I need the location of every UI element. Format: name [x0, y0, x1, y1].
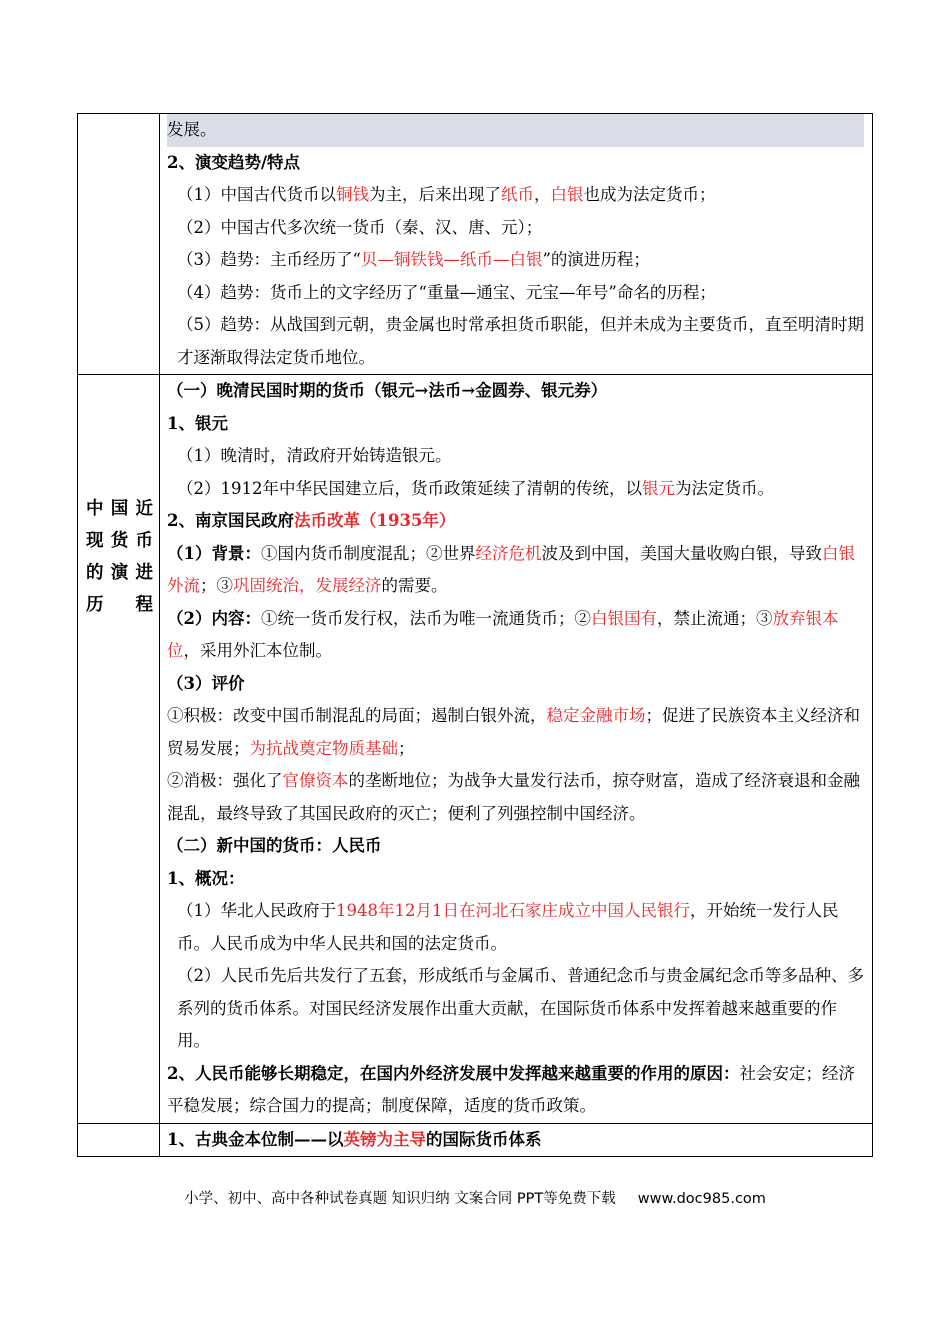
text-segment: （2）内容： — [167, 608, 261, 628]
text-segment: 为抗战奠定物质基础 — [249, 738, 398, 758]
text-line — [167, 765, 864, 830]
text-segment: 白银国有 — [590, 608, 657, 628]
text-segment: 白银外流 — [167, 543, 855, 595]
text-segment: ①积极：改变中国币制混乱的局面；遏制白银外流， — [167, 706, 547, 725]
text-segment: ①统一货币发行权，法币为唯一流通货币；② — [260, 608, 591, 628]
text-line — [167, 244, 864, 277]
text-line — [167, 700, 864, 765]
text-segment: 1、概况： — [167, 868, 245, 888]
footer-text: 小学、初中、高中各种试卷真题 知识归纳 文案合同 PPT等免费下载 — [184, 1191, 616, 1207]
text-segment: 2、演变趋势/特点 — [167, 152, 301, 172]
text-line — [167, 212, 864, 245]
text-segment: 1、银元 — [167, 413, 228, 433]
row3-body — [167, 1124, 864, 1157]
text-segment: （一）晚清民国时期的货币（银元→法币→金圆券、银元券） — [167, 381, 608, 400]
table-row — [78, 114, 873, 375]
text-line — [167, 309, 864, 374]
text-line — [167, 960, 864, 1058]
table-row — [78, 1123, 873, 1157]
text-line — [167, 538, 864, 603]
text-segment: 波及到中国，美国大量收购白银，导致 — [541, 543, 822, 563]
text-segment: （1）晚清时，清政府开始铸造银元。 — [177, 446, 452, 465]
text-segment: 也成为法定货币； — [583, 185, 716, 204]
row-content-cell — [160, 375, 873, 1124]
text-line — [167, 408, 864, 441]
text-segment: 贝—铜铁钱—纸币—白银 — [360, 250, 543, 269]
text-segment: （2）1912年中华民国建立后，货币政策延续了清朝的传统，以 — [177, 478, 642, 498]
text-line — [167, 895, 864, 960]
table-row — [78, 375, 873, 1124]
text-segment: ”的演进历程； — [542, 250, 650, 269]
text-line — [167, 505, 864, 538]
text-line — [167, 114, 864, 147]
text-segment: （二）新中国的货币：人民币 — [167, 836, 382, 855]
text-line — [167, 1058, 864, 1123]
text-line — [167, 147, 864, 180]
text-segment: 为主，后来出现了 — [369, 185, 501, 204]
text-segment: 2、南京国民政府 — [167, 511, 294, 530]
text-segment: ；③ — [200, 576, 233, 595]
text-segment: ，采用外汇本位制。 — [183, 641, 332, 660]
row-content-cell — [160, 1123, 873, 1157]
text-line — [167, 473, 864, 506]
row-label-cell — [78, 114, 160, 375]
text-segment: 稳定金融市场 — [546, 706, 646, 725]
text-segment: ，开始统一发行人民币。人民币成为中华人民共和国的法定货币。 — [177, 901, 839, 953]
text-segment: （1）中国古代货币以 — [177, 185, 336, 204]
text-segment: 发展。 — [167, 120, 217, 139]
text-line — [167, 830, 864, 863]
text-segment: 白银 — [550, 185, 584, 204]
row-label-cell — [78, 1123, 160, 1157]
text-segment: 的垄断地位；为战争大量发行法币，掠夺财富，造成了经济衰退和金融混乱，最终导致了其国民政府的灭亡；便利了列强控制中国经济。 — [167, 771, 860, 823]
text-segment: 经济危机 — [475, 543, 542, 563]
text-segment: ， — [534, 185, 551, 204]
row-label-cell — [78, 375, 160, 1124]
text-segment: 官僚资本 — [282, 771, 349, 790]
row2-body — [167, 375, 864, 1123]
text-segment: 为法定货币。 — [675, 478, 774, 498]
text-line — [167, 277, 864, 310]
text-segment: （5）趋势：从战国到元朝，贵金属也时常承担货币职能，但并未成为主要货币，直至明清时期才逐渐取得法定货币地位。 — [177, 315, 864, 367]
text-segment: （2）中国古代多次统一货币（秦、汉、唐、元）； — [177, 217, 543, 237]
text-segment: ，禁止流通；③ — [656, 608, 773, 628]
text-segment: （1）华北人民政府于 — [177, 901, 336, 920]
text-segment: ；促进了民族资本主义经济和贸易发展； — [167, 706, 860, 758]
text-line — [167, 668, 864, 701]
footer-url: www.doc985.com — [637, 1191, 766, 1207]
row-content-cell — [160, 114, 873, 375]
text-line — [167, 603, 864, 668]
text-segment: 的需要。 — [381, 576, 448, 595]
text-segment: （3）趋势：主币经历了“ — [177, 250, 361, 269]
text-segment: 1、古典金本位制——以 — [167, 1129, 344, 1149]
text-segment: （1）背景： — [167, 543, 261, 563]
text-line — [167, 440, 864, 473]
text-segment: ； — [398, 738, 415, 758]
text-segment: （4）趋势：货币上的文字经历了“重量—通宝、元宝—年号”命名的历程； — [177, 282, 716, 302]
text-segment: 银元 — [642, 478, 675, 498]
text-segment: 2、人民币能够长期稳定，在国内外经济发展中发挥越来越重要的作用的原因： — [167, 1063, 740, 1083]
text-line — [167, 179, 864, 212]
row-label: 中国近现货币的演进历程 — [86, 499, 153, 615]
row1-body — [167, 114, 864, 374]
text-line — [167, 1124, 864, 1157]
text-segment: 社会安定；经济平稳发展；综合国力的提高；制度保障，适度的货币政策。 — [167, 1063, 855, 1115]
content-table — [77, 113, 873, 1157]
text-segment: 放弃银本位 — [167, 608, 839, 660]
page-footer — [0, 1187, 950, 1208]
text-line — [167, 375, 864, 408]
text-segment: ①国内货币制度混乱；②世界 — [260, 543, 476, 563]
text-segment: 法币改革（1935年） — [293, 511, 456, 530]
text-segment: 英镑为主导 — [343, 1129, 426, 1149]
text-segment: （3）评价 — [167, 673, 245, 693]
text-segment: ②消极：强化了 — [167, 771, 283, 790]
text-segment: 铜钱 — [336, 185, 369, 204]
text-segment: 的国际货币体系 — [425, 1129, 542, 1149]
text-segment: 1948年12月1日在河北石家庄成立中国人民银行 — [336, 901, 690, 920]
text-segment: 纸币 — [501, 185, 534, 204]
text-line — [167, 863, 864, 896]
text-segment: （2）人民币先后共发行了五套，形成纸币与金属币、普通纪念币与贵金属纪念币等多品种、多系列的货币体系。对国民经济发展作出重大贡献，在国际货币体系中发挥着越来越重要的作用。 — [177, 966, 864, 1050]
text-segment: 巩固统治，发展经济 — [233, 576, 382, 595]
